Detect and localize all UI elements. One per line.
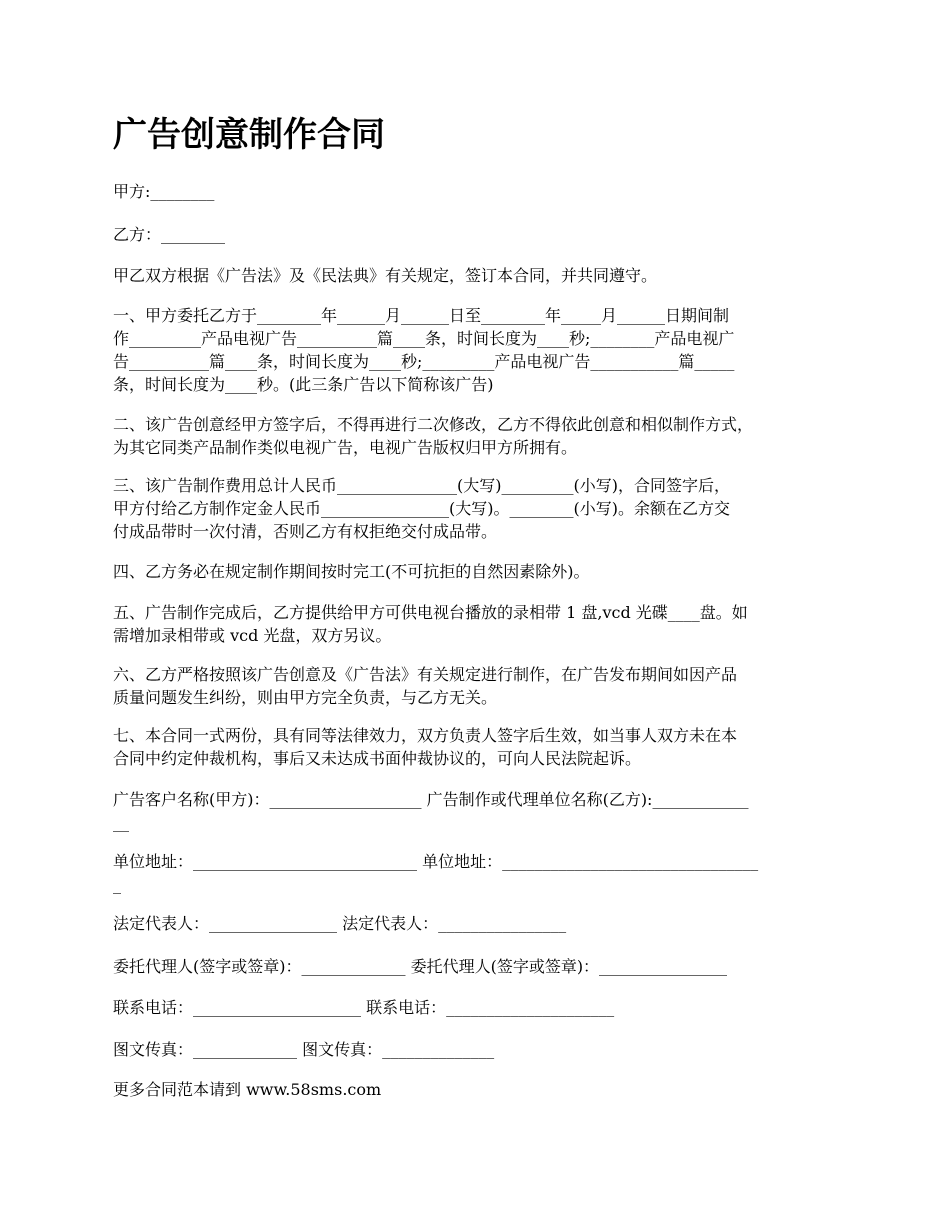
client-name-field — [113, 788, 853, 834]
clause-4: 四、乙方务必在规定制作期间按时完工(不可抗拒的自然因素除外)。 — [113, 562, 590, 581]
clause-6-line: 六、乙方严格按照该广告创意及《广告法》有关规定进行制作，在广告发布期间如因产品 — [113, 665, 738, 684]
party-b-line: 乙方：________ — [113, 225, 226, 244]
address-line: _ — [113, 875, 121, 894]
clause-3-line: 付成品带时一次付清，否则乙方有权拒绝交付成品带。 — [113, 522, 498, 541]
agent-field: 委托代理人(签字或签章)：_____________ 委托代理人(签字或签章)：________________ — [113, 957, 728, 976]
client-name-line: 广告客户名称(甲方)：___________________ 广告制作或代理单位名称(乙方):____________ — [113, 790, 749, 809]
clause-1-line: 一、甲方委托乙方于________年______月______日至________年_____月______日期间制 — [113, 306, 730, 325]
legal-rep-field: 法定代表人：________________ 法定代表人：________________ — [113, 914, 567, 933]
fax-field: 图文传真：_____________ 图文传真：______________ — [113, 1040, 495, 1059]
address-line: 单位地址：____________________________ 单位地址：________________________________ — [113, 852, 759, 871]
clause-2-line: 二、该广告创意经甲方签字后，不得再进行二次修改，乙方不得依此创意和相似制作方式， — [113, 415, 754, 434]
clause-5 — [113, 601, 853, 647]
document-title: 广告创意制作合同 — [113, 115, 385, 155]
clause-3-line: 三、该广告制作费用总计人民币_______________(大写)_________(小写)，合同签字后， — [113, 476, 730, 495]
clause-1-line: 作_________产品电视广告__________篇____条，时间长度为____秒;________产品电视广 — [113, 329, 735, 348]
clause-1 — [113, 304, 853, 396]
intro-paragraph: 甲乙双方根据《广告法》及《民法典》有关规定，签订本合同，并共同遵守。 — [113, 266, 658, 285]
footer-link-text: 更多合同范本请到 www.58sms.com — [113, 1080, 382, 1099]
clause-2 — [113, 413, 853, 459]
address-field — [113, 850, 853, 896]
party-a-line: 甲方:________ — [113, 182, 215, 201]
clause-5-line: 五、广告制作完成后，乙方提供给甲方可供电视台播放的录相带 1 盘,vcd 光碟____盘。如 — [113, 603, 748, 622]
phone-field: 联系电话：_____________________ 联系电话：_____________________ — [113, 998, 615, 1017]
clause-3-line: 甲方付给乙方制作定金人民币________________(大写)。________(小写)。余额在乙方交 — [113, 499, 730, 518]
clause-6-line: 质量问题发生纠纷，则由甲方完全负责，与乙方无关。 — [113, 688, 498, 707]
clause-7-line: 七、本合同一式两份，具有同等法律效力，双方负责人签字后生效，如当事人双方未在本 — [113, 726, 738, 745]
clause-7-line: 合同中约定仲裁机构，事后又未达成书面仲裁协议的，可向人民法院起诉。 — [113, 749, 642, 768]
clause-6 — [113, 663, 853, 709]
clause-1-line: 告__________篇____条，时间长度为____秒;_________产品电视广告___________篇_____ — [113, 352, 735, 371]
clause-7 — [113, 724, 853, 770]
client-name-line: __ — [113, 813, 129, 832]
clause-1-line: 条，时间长度为____秒。(此三条广告以下简称该广告) — [113, 375, 494, 394]
clause-5-line: 需增加录相带或 vcd 光盘，双方另议。 — [113, 626, 392, 645]
clause-2-line: 为其它同类产品制作类似电视广告，电视广告版权归甲方所拥有。 — [113, 438, 578, 457]
clause-3 — [113, 474, 853, 543]
